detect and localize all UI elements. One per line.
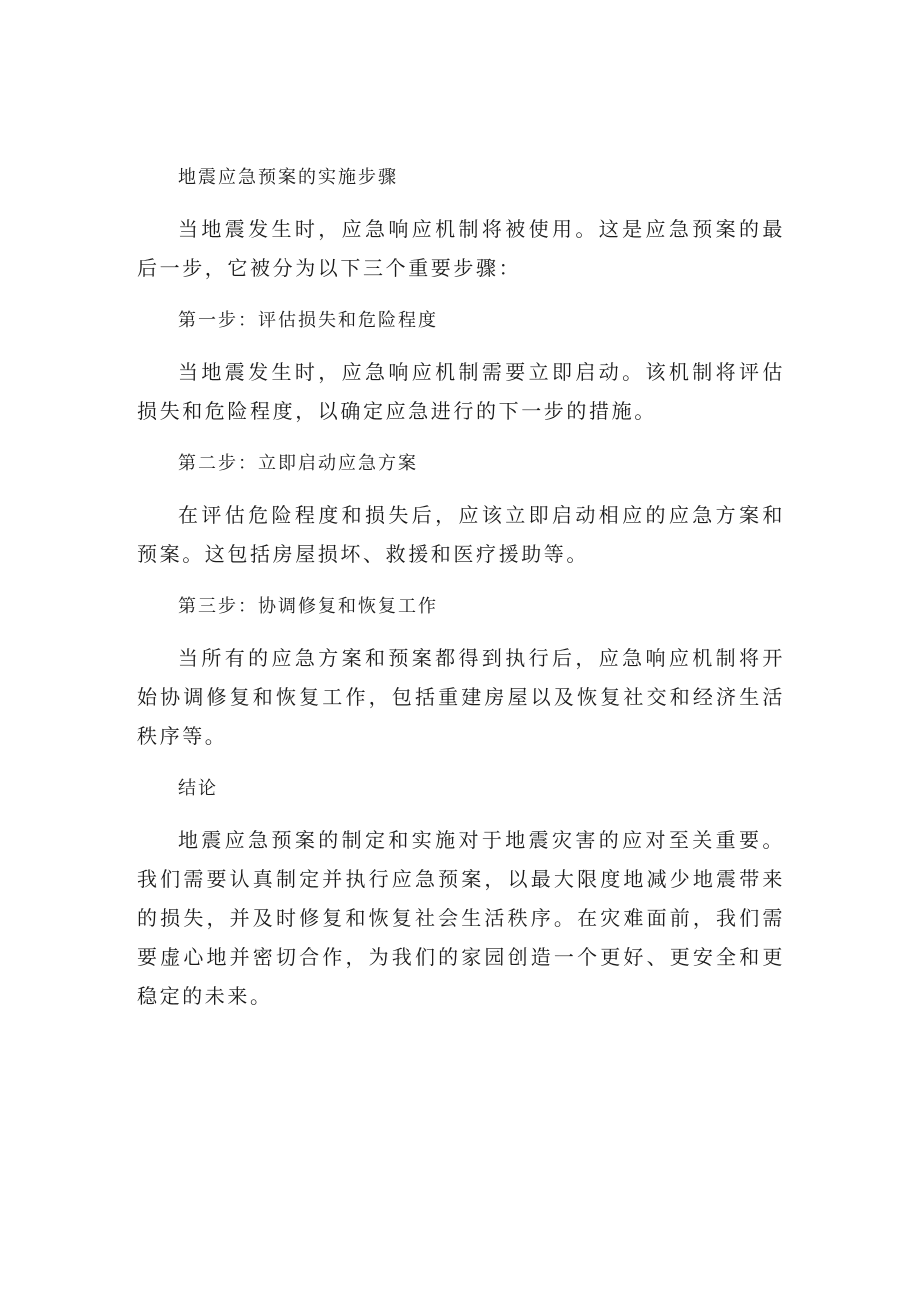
- paragraph-step-two: 在评估危险程度和损失后，应该立即启动相应的应急方案和预案。这包括房屋损坏、救援和医疗援助等。: [137, 503, 785, 566]
- section-heading-conclusion: 结论: [178, 778, 218, 799]
- paragraph-intro: 当地震发生时，应急响应机制将被使用。这是应急预案的最后一步，它被分为以下三个重要步骤：: [137, 217, 785, 280]
- paragraph-step-one: 当地震发生时，应急响应机制需要立即启动。该机制将评估损失和危险程度，以确定应急进行的下一步的措施。: [137, 360, 785, 423]
- section-heading-step-one: 第一步：评估损失和危险程度: [178, 310, 438, 331]
- section-heading-step-three: 第三步：协调修复和恢复工作: [178, 596, 438, 617]
- paragraph-step-three: 当所有的应急方案和预案都得到执行后，应急响应机制将开始协调修复和恢复工作，包括重建房屋以及恢复社交和经济生活秩序等。: [137, 646, 785, 748]
- document-body: [137, 158, 785, 1029]
- paragraph-conclusion: 地震应急预案的制定和实施对于地震灾害的应对至关重要。我们需要认真制定并执行应急预案，以最大限度地减少地震带来的损失，并及时修复和恢复社会生活秩序。在灾难面前，我们需要虚心地并密切合作，为我们的家园创造一个更好、更安全和更稳定的未来。: [137, 828, 785, 1008]
- section-heading-implementation-steps: 地震应急预案的实施步骤: [178, 167, 398, 188]
- section-heading-step-two: 第二步：立即启动应急方案: [178, 453, 418, 474]
